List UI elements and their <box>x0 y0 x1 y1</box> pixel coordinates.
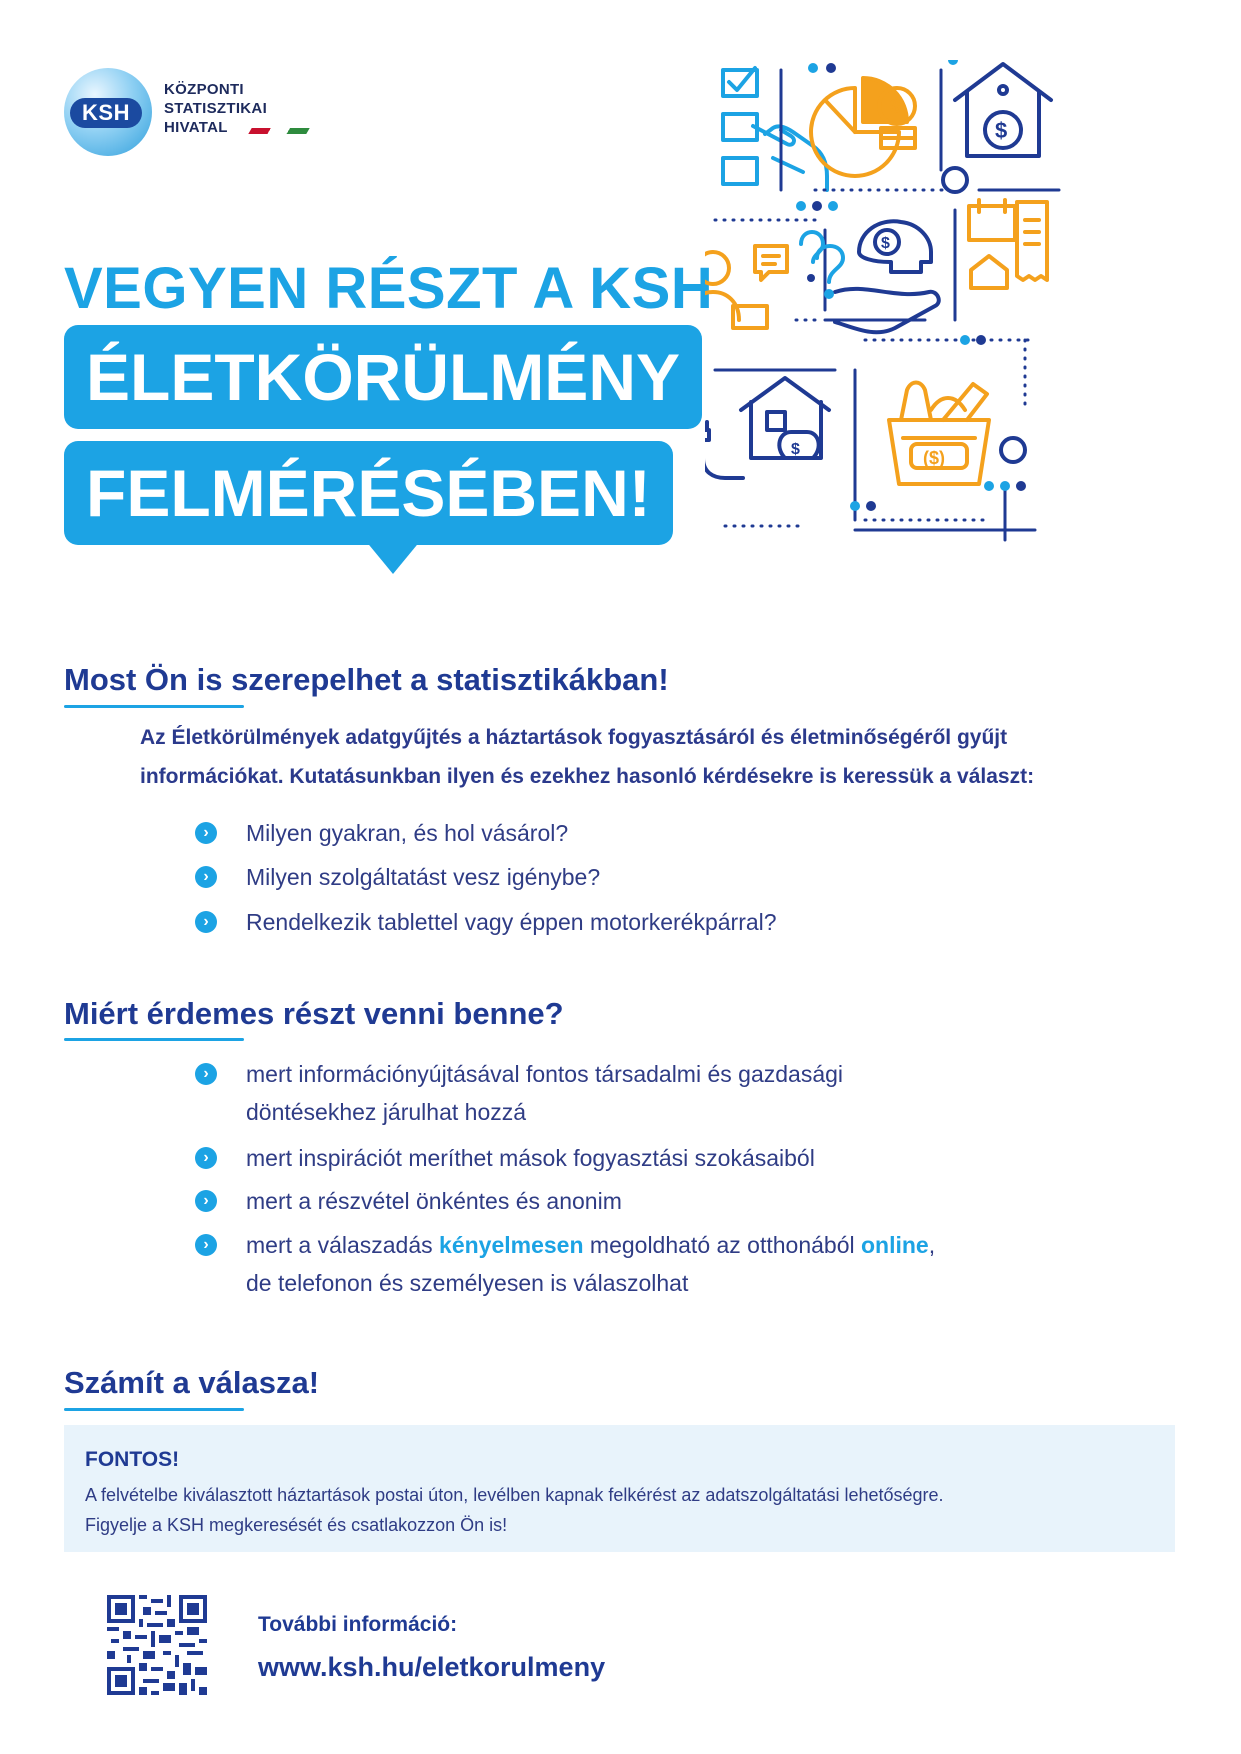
svg-text:$: $ <box>881 235 890 252</box>
section1-intro <box>140 718 1200 796</box>
highlight-kenyelmesen: kényelmesen <box>439 1232 584 1258</box>
shopping-basket-icon <box>889 383 989 485</box>
question-icon <box>801 232 843 297</box>
bullet-text: Milyen gyakran, és hol vásárol? <box>246 820 569 846</box>
section3-rule <box>64 1408 244 1411</box>
logo-line3: HIVATAL <box>164 119 228 136</box>
highlight-online: online <box>861 1232 929 1258</box>
section1-title: Most Ön is szerepelhet a statisztikákban! <box>64 662 669 697</box>
bullet-text: Rendelkezik tablettel vagy éppen motorkerékpárral? <box>246 909 777 935</box>
bullet-text <box>246 1226 935 1302</box>
section1-rule <box>64 705 244 708</box>
bullet-text-part: , <box>928 1232 936 1258</box>
notice-text <box>85 1480 1165 1540</box>
headline-line2: ÉLETKÖRÜLMÉNY <box>64 325 702 429</box>
more-info-link[interactable]: www.ksh.hu/eletkorulmeny <box>258 1652 606 1682</box>
notice-title: FONTOS! <box>85 1448 180 1471</box>
section3-title: Számít a válasza! <box>64 1365 320 1400</box>
svg-text:($): ($) <box>923 448 945 468</box>
hand-pointer-icon <box>753 126 827 190</box>
logo-line1: KÖZPONTI <box>164 81 244 98</box>
chevron-right-icon: › <box>195 866 217 888</box>
person-speech-icon <box>705 246 787 328</box>
logo-sphere <box>64 68 152 156</box>
bullet-text-part: mert a válaszadás <box>246 1232 440 1258</box>
qr-code[interactable] <box>107 1595 207 1695</box>
section2-title: Miért érdemes részt venni benne? <box>64 996 564 1031</box>
chevron-right-icon: › <box>195 911 217 933</box>
notice-line1: A felvételbe kiválasztott háztartások postai úton, levélben kapnak felkérést az adatszolgáltatási lehetőségre. <box>85 1485 944 1505</box>
svg-text:$: $ <box>995 118 1008 143</box>
logo-line2: STATISZTIKAI <box>164 100 268 117</box>
chevron-right-icon: › <box>195 1234 217 1256</box>
bullet-text <box>246 1055 843 1131</box>
bullet-text: mert a részvétel önkéntes és anonim <box>246 1188 622 1214</box>
calendar-bill-icon <box>969 200 1047 288</box>
bullet-text: mert inspirációt meríthet mások fogyasztási szokásaiból <box>246 1145 815 1171</box>
more-info-label: További információ: <box>258 1613 458 1636</box>
house-dollar-icon <box>955 64 1051 156</box>
plug-house-icon <box>705 378 829 478</box>
svg-text:$: $ <box>791 441 800 458</box>
section2-rule <box>64 1038 244 1041</box>
headline-line3: FELMÉRÉSÉBEN! <box>64 441 673 545</box>
bullet-text-line1: mert információnyújtásával fontos társadalmi és gazdasági <box>246 1061 844 1087</box>
chevron-right-icon: › <box>195 1147 217 1169</box>
svg-text:$: $ <box>890 96 902 118</box>
chevron-right-icon: › <box>195 1190 217 1212</box>
hungarian-flag-stripe <box>248 128 309 134</box>
bullet-text: Milyen szolgáltatást vesz igénybe? <box>246 864 601 890</box>
chevron-right-icon: › <box>195 822 217 844</box>
section1-intro-line2: információkat. Kutatásunkban ilyen és ezekhez hasonló kérdésekre is keressük a választ: <box>140 765 1035 788</box>
survey-illustration <box>705 60 1185 600</box>
headline-line1: VEGYEN RÉSZT A KSH <box>64 256 714 321</box>
section1-intro-line1: Az Életkörülmények adatgyűjtés a háztartások fogyasztásáról és életminőségéről gyűjt <box>140 726 1008 749</box>
chevron-right-icon: › <box>195 1063 217 1085</box>
bullet-text-line2: döntésekhez járulhat hozzá <box>246 1099 527 1125</box>
piggy-bank-icon <box>835 221 939 332</box>
bullet-text-part: megoldható az otthonából <box>583 1232 861 1258</box>
bullet-text-line2: de telefonon és személyesen is válaszolhat <box>246 1270 689 1296</box>
notice-line2: Figyelje a KSH megkeresését és csatlakozzon Ön is! <box>85 1515 508 1535</box>
ksh-logo <box>64 68 304 158</box>
speech-bubble-tail <box>365 540 421 574</box>
logo-abbr: KSH <box>70 98 142 128</box>
